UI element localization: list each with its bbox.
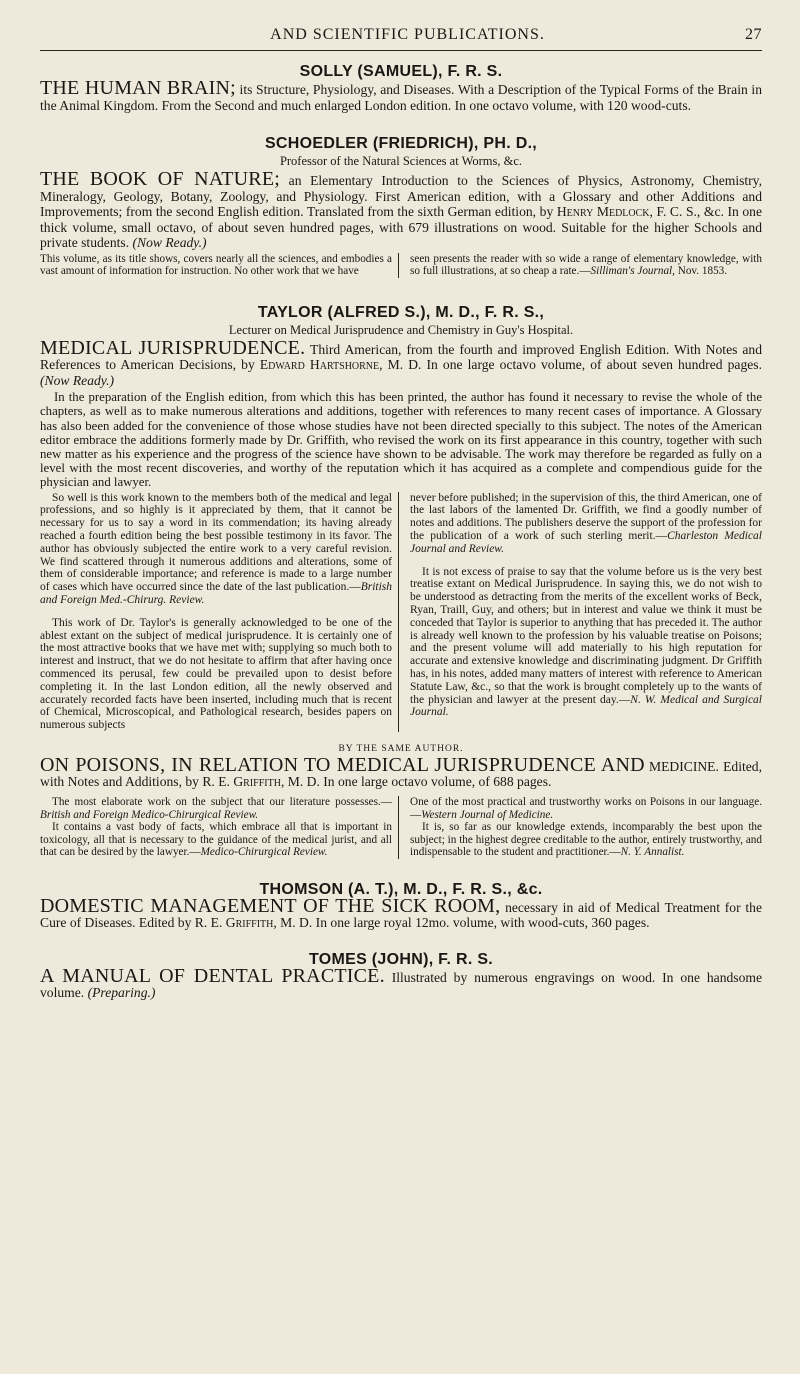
review-columns — [40, 796, 762, 859]
entry-tomes — [40, 951, 762, 1001]
book-description-cont: , M. D. In one large octavo volume, of about seven hundred pages. — [379, 357, 762, 373]
review-source: Medico-Chirurgical Review. — [200, 846, 328, 859]
running-header — [40, 26, 762, 51]
availability-status: (Now Ready.) — [132, 235, 207, 250]
review-columns — [40, 253, 762, 278]
review-text: It is, so far as our knowledge extends, incomparably the best upon the subject; in the highest degree creditable to the author, entirely trustworthy, and indispensable to the student and practitioner.—N. Y. Annalist. — [410, 821, 762, 859]
review-text: This work of Dr. Taylor's is generally acknowledged to be one of the ablest extant on the subject of medical jurisprudence. It is certainly one of the most attractive books that we have met with; supplying so much both to interest and instruct, that we do not hesitate to affirm that after having once commenced its perusal, few could be prevailed upon to desist before completing it. In the last London edition, all the newly observed and accurately recorded facts have been inserted, including much that is recent of Chemical, Microscopical, and Pathological research, besides papers on numerous subjects — [40, 616, 392, 732]
author-affiliation: Professor of the Natural Sciences at Worms, &c. — [279, 154, 523, 168]
review-text: One of the most practical and trustworthy works on Poisons in our language.—Western Journal of Medicine. — [410, 795, 762, 821]
review-text: The most elaborate work on the subject that our literature possesses.—British and Foreign Medico-Chirurgical Review. — [40, 795, 392, 821]
author-affiliation: Lecturer on Medical Jurisprudence and Chemistry in Guy's Hospital. — [228, 322, 574, 337]
book-title-main: ON POISONS, IN RELATION TO MEDICAL JURISPRUDENCE AND — [40, 753, 645, 776]
book-description-cont: , M. D. In one large royal 12mo. volume, with wood-cuts, 360 pages. — [273, 915, 650, 931]
review-text: So well is this work known to the members both of the medical and legal professions, and so highly is it appreciated by them, that it cannot be necessary for us to say a word in its commendation; its having already reached a fourth edition being the best possible testimony in its favor. The author has obviously subjected the entire work to a very careful revision. We find scattered through it numerous additions and alterations, some of them of considerable importance; and reference is made to a large number of cases which have occurred since the date of the last publication.—British and Foreign Med.-Chirurg. Review. — [40, 491, 392, 606]
book-title-main: A MANUAL OF DENTAL PRACTICE. — [40, 964, 385, 987]
book-description-cont: , F. C. S., &c. In one thick volume, small octavo, of about seven hundred pages, with 679 illustrations on wood. Suitable for the higher Schools and private students. — [40, 204, 762, 250]
book-description: an Elementary Introduction to the Sciences of Physics, Astronomy, Chemistry, Mineralogy, Geology, Botany, Zoology, and Physiology. First American edition, with a Glossary and other Additions and Improvements; from the second English edition. Translated from the sixth German edition, by — [40, 173, 762, 219]
review-text: seen presents the reader with so wide a range of elementary knowledge, with so full illustrations, at so cheap a rate.—Silliman's Journal, Nov. 1853. — [410, 252, 762, 278]
book-description: MEDICINE. Edited, with Notes and Additions, by R. E. — [40, 758, 762, 790]
review-source: Silliman's Journal, — [590, 265, 675, 278]
review-source: British and Foreign Medico-Chirurgical Review. — [40, 808, 259, 821]
review-left — [40, 253, 399, 278]
availability-status: (Preparing.) — [87, 985, 156, 1001]
entry-schoedler — [40, 135, 762, 278]
book-description: its Structure, Physiology, and Diseases. With a Description of the Typical Forms of the Brain in the Animal Kingdom. From the Second and much enlarged London edition. In one octavo volume, with 120 wood-cuts. — [40, 82, 762, 113]
book-title-main: MEDICAL JURISPRUDENCE. — [40, 336, 306, 359]
editor-name: Griffith — [233, 774, 281, 790]
entry-solly — [40, 63, 762, 113]
review-source: Charleston Medical Journal and Review. — [410, 530, 763, 555]
review-text: never before published; in the supervision of this, the third American, one of the last labors of the lamented Dr. Griffith, we find a goodly number of notes and additions. The publishers deserve the support of the profession for the publication of a work of such sterling merit.—Charleston Medical Journal and Review. — [410, 491, 763, 555]
review-left — [40, 796, 399, 859]
review-source: Western Journal of Medicine. — [421, 808, 554, 821]
book-title — [40, 894, 762, 931]
same-author-byline: BY THE SAME AUTHOR. — [338, 743, 464, 754]
review-source: N. W. Medical and Surgical Journal. — [410, 693, 762, 719]
entry-poisons — [40, 744, 762, 859]
review-right — [408, 253, 762, 278]
review-source: British and Foreign Med.-Chirurg. Review. — [40, 581, 392, 606]
author-heading: TAYLOR (ALFRED S.), M. D., F. R. S., — [257, 303, 545, 321]
review-text: It contains a vast body of facts, which embrace all that is important in toxicology, all that is necessary to the guidance of the medical jurist, and all that can be desired by the lawyer.—Medico-Chirurgical Review. — [40, 821, 392, 859]
page-number: 27 — [745, 26, 762, 43]
author-heading: THOMSON (A. T.), M. D., F. R. S., &c. — [259, 880, 543, 898]
review-date: Nov. 1853. — [677, 265, 728, 278]
book-description: Illustrated by numerous engravings on wood. In one handsome volume. — [40, 969, 762, 1001]
editor-name: Griffith — [225, 915, 274, 931]
review-text: This volume, as its title shows, covers nearly all the sciences, and embodies a vast amount of information for instruction. No other work that we have — [40, 252, 392, 278]
review-text: It is not excess of praise to say that the volume before us is the very best treatise extant on Medical Jurisprudence. In saying this, we do not wish to be understood as detracting from the merits of the excellent works of Beck, Ryan, Traill, Guy, and others; but in interest and value we think it must be conceded that Taylor is superior to anything that has preceded it. The author is already well known to the profession by his valuable treatise on Poisons; and the present volume will add materially to his high reputation for accurate and extensive knowledge and discriminating judgment. Dr Griffith has, in his notes, added many matters of interest with reference to American Statute Law, &c., so that the work is brought completely up to the wants of the physician and lawyer at the present day.—N. W. Medical and Surgical Journal. — [410, 565, 762, 719]
book-title — [40, 753, 762, 790]
translator-name: Henry Medlock — [556, 204, 650, 219]
book-title — [40, 964, 762, 1001]
book-description: Third American, from the fourth and improved English Edition. With Notes and References to American Decisions, by — [40, 341, 763, 373]
author-heading: SCHOEDLER (FRIEDRICH), PH. D., — [264, 135, 538, 152]
editor-name: Edward Hartshorne — [259, 357, 380, 373]
review-source: N. Y. Annalist. — [620, 846, 685, 859]
entry-thomson — [40, 881, 762, 931]
book-description: necessary in aid of Medical Treatment for the Cure of Diseases. Edited by R. E. — [40, 899, 762, 931]
book-title-main: THE HUMAN BRAIN; — [40, 77, 236, 99]
entry-taylor — [40, 304, 762, 732]
review-left — [40, 492, 399, 732]
book-title — [40, 336, 763, 389]
preface-paragraph: In the preparation of the English edition, from which this has been printed, the author has found it necessary to revise the whole of the chapters, as well as to make numerous alterations and additions, together with references to many recent cases of importance. A Glossary has also been added for the convenience of those whose studies have not been directed specially to this subject. The notes of the American editor embrace the additions formerly made by Dr. Griffith, who revised the work on its first appearance in this country, together with such new matter as his experience and the progress of the science have shown to be advisable. The work may therefore be regarded as fully on a level with the most recent discoveries, and worthy of the reputation which it has acquired as a complete and compendious guide for the physician and lawyer. — [40, 390, 762, 490]
book-title-main: DOMESTIC MANAGEMENT OF THE SICK ROOM, — [40, 894, 501, 917]
review-columns — [40, 492, 762, 732]
book-title — [40, 77, 762, 113]
author-heading: TOMES (JOHN), F. R. S. — [308, 950, 494, 968]
book-title-main: THE BOOK OF NATURE; — [40, 168, 281, 190]
book-title — [40, 168, 762, 251]
availability-status: (Now Ready.) — [40, 372, 114, 388]
header-title: AND SCIENTIFIC PUBLICATIONS. — [270, 26, 545, 43]
book-description-cont: , M. D. In one large octavo volume, of 688 pages. — [280, 774, 552, 790]
author-heading: SOLLY (SAMUEL), F. R. S. — [299, 63, 503, 80]
review-right — [408, 796, 762, 859]
review-right — [408, 492, 762, 732]
